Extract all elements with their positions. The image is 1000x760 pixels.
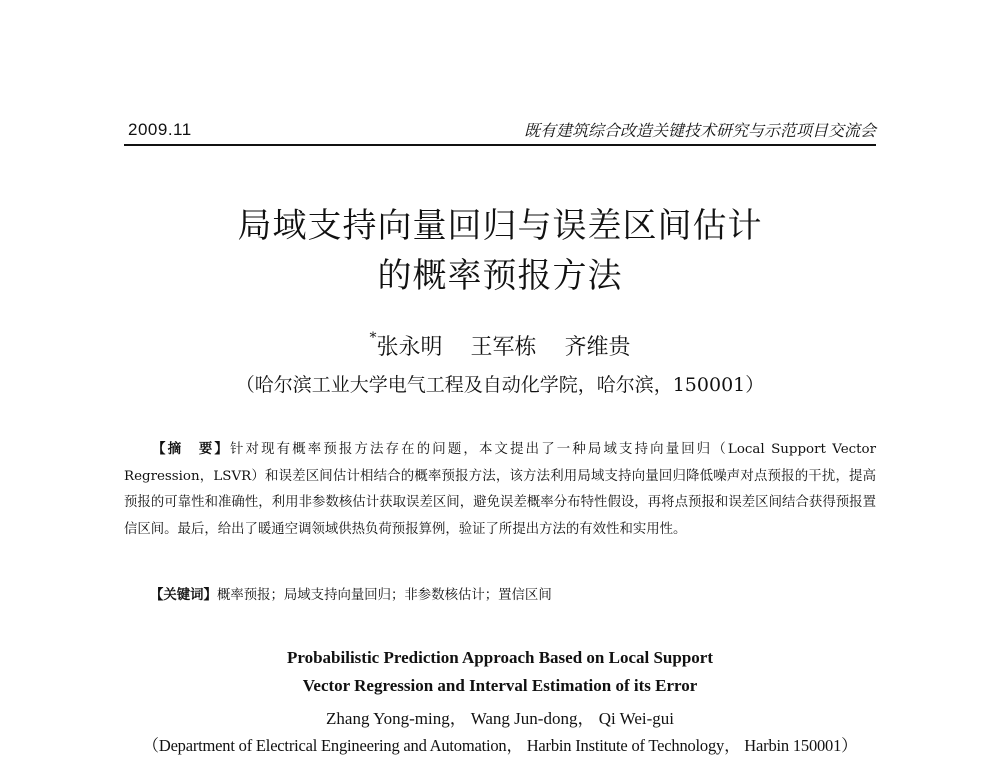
abstract [124, 436, 876, 543]
header-date: 2009.11 [128, 120, 192, 139]
english-affiliation: （Department of Electrical Engineering and Automation， Harbin Institute of Technology， Harbin 150001） [142, 736, 858, 755]
title-line-1: 局域支持向量回归与误差区间估计 [237, 206, 763, 246]
keywords-text: 概率预报；局域支持向量回归；非参数核估计；置信区间 [216, 588, 552, 603]
english-title-line-2: Vector Regression and Interval Estimation of its Error [302, 676, 698, 695]
keywords [150, 584, 552, 603]
author-name: 张永明 [376, 335, 443, 360]
header-rule [124, 144, 876, 146]
authors [0, 330, 1000, 361]
abstract-text: 针对现有概率预报方法存在的问题，本文提出了一种局域支持向量回归（Local Support Vector Regression，LSVR）和误差区间估计相结合的概率预报方法，该方法利用局域支持向量回归降低噪声对点预报的干扰，提高预报的可靠性和准确性，利用非参数核估计获取误差区间，避免误差概率分布特性假设，再将点预报和误差区间结合获得预报置信区间。最后，给出了暖通空调领域供热负荷预报算例，验证了所提出方法的有效性和实用性。 [124, 442, 876, 537]
author-name: 王军栋 [470, 335, 537, 360]
title-line-2: 的概率预报方法 [377, 256, 623, 296]
corresponding-author-marker: * [369, 330, 377, 346]
keywords-label: 【关键词】 [150, 587, 217, 603]
affiliation: （哈尔滨工业大学电气工程及自动化学院，哈尔滨，150001） [235, 374, 765, 396]
abstract-label: 【摘 要】 [150, 441, 230, 457]
english-authors: Zhang Yong-ming， Wang Jun-dong， Qi Wei-gui [326, 709, 674, 728]
header-conference: 既有建筑综合改造关键技术研究与示范项目交流会 [523, 121, 876, 140]
author-name: 齐维贵 [564, 335, 631, 360]
english-title-line-1: Probabilistic Prediction Approach Based on Local Support [286, 648, 713, 667]
